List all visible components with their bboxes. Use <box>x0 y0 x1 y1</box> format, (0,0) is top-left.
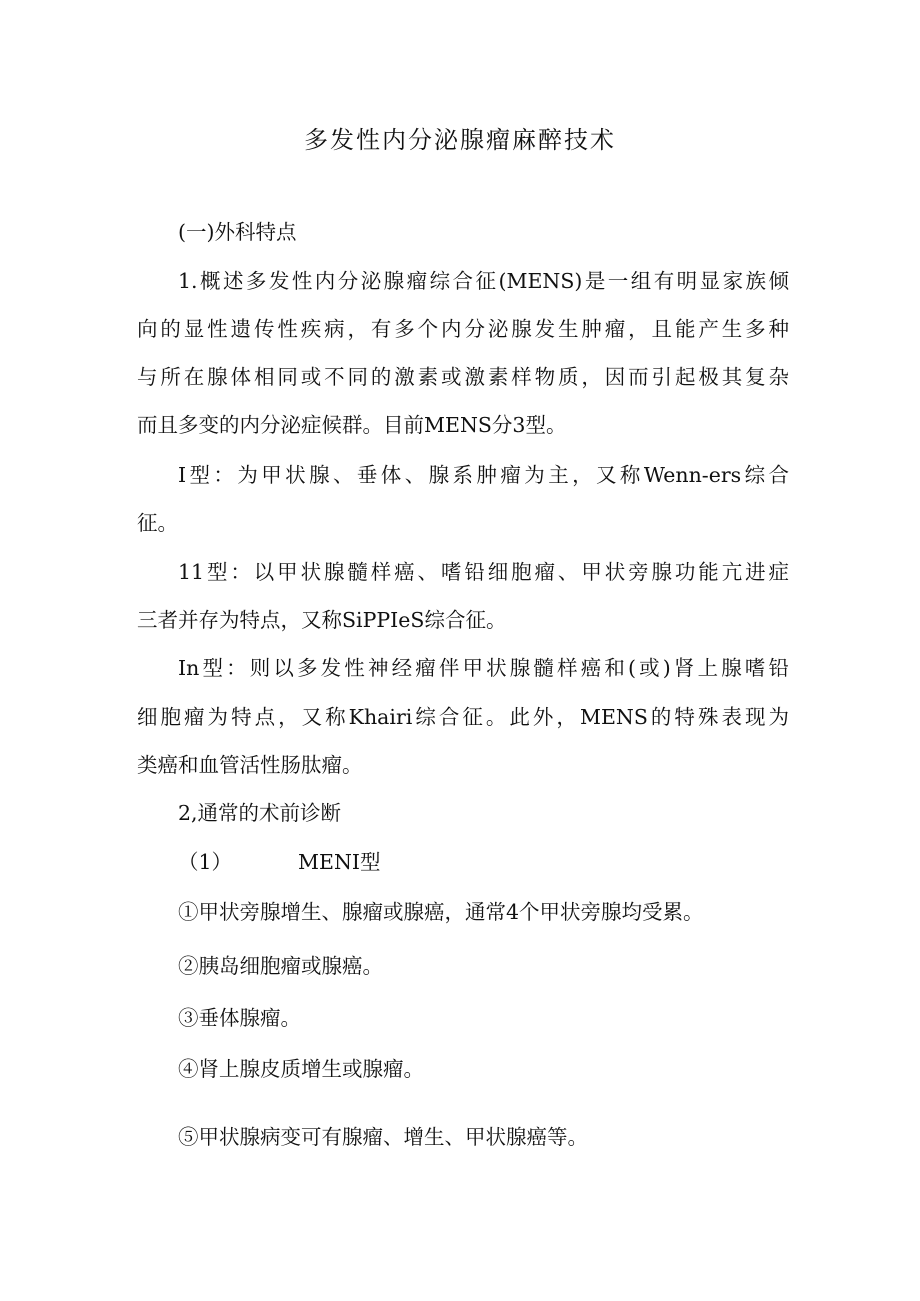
document-title: 多发性内分泌腺瘤麻醉技术 <box>304 126 616 154</box>
type3-line: 细胞瘤为特点，又称Khairi综合征。此外，MENS的特殊表现为 <box>137 705 789 729</box>
list-item: ④肾上腺皮质增生或腺瘤。 <box>178 1057 424 1081</box>
list-item: ①甲状旁腺增生、腺瘤或腺癌，通常4个甲状旁腺均受累。 <box>178 900 704 924</box>
diagnosis-heading: 2,通常的术前诊断 <box>178 801 342 825</box>
overview-line: 1.概述多发性内分泌腺瘤综合征(MENS)是一组有明显家族倾 <box>178 269 789 293</box>
overview-line: 与所在腺体相同或不同的激素或激素样物质，因而引起极其复杂 <box>137 365 789 389</box>
type3-line: In型：则以多发性神经瘤伴甲状腺髓样癌和(或)肾上腺嗜铅 <box>178 656 789 680</box>
list-item: ⑤甲状腺病变可有腺瘤、增生、甲状腺癌等。 <box>178 1125 588 1149</box>
subheading-number: （1） <box>178 850 233 874</box>
type1-line: I型：为甲状腺、垂体、腺系肿瘤为主，又称Wenn-ers综合 <box>178 463 789 487</box>
type2-line: 三者并存为特点，又称SiPPIeS综合征。 <box>137 608 507 632</box>
type3-line: 类癌和血管活性肠肽瘤。 <box>137 753 363 777</box>
list-item: ③垂体腺瘤。 <box>178 1006 301 1030</box>
type1-line: 征。 <box>137 511 178 535</box>
subheading-text: MENI型 <box>298 850 381 874</box>
section-heading: (一)外科特点 <box>178 220 297 244</box>
overview-line: 而且多变的内分泌症候群。目前MENS分3型。 <box>137 413 567 437</box>
list-item: ②胰岛细胞瘤或腺癌。 <box>178 954 383 978</box>
type2-line: 11型：以甲状腺髓样癌、嗜铅细胞瘤、甲状旁腺功能亢进症 <box>178 560 789 584</box>
overview-line: 向的显性遗传性疾病，有多个内分泌腺发生肿瘤，且能产生多种 <box>137 317 789 341</box>
subheading <box>178 847 381 877</box>
